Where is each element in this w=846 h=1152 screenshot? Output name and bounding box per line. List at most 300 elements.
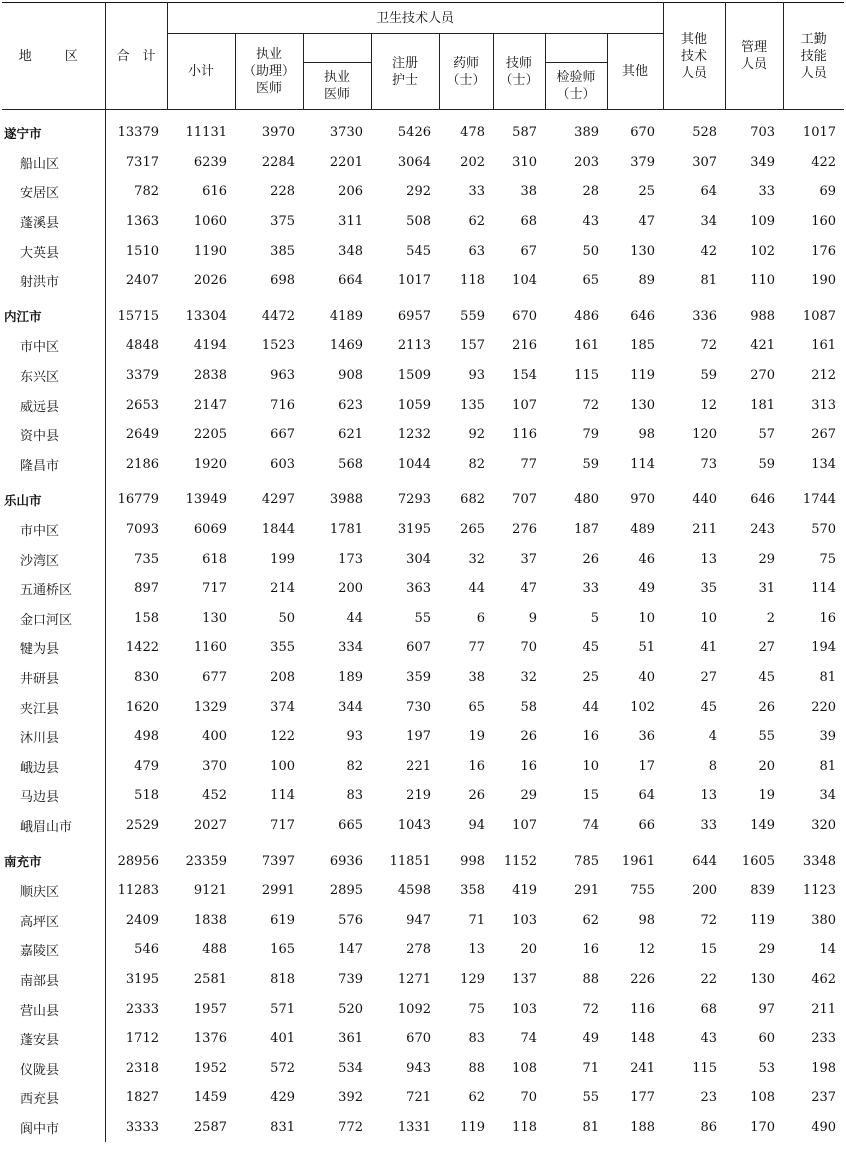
table-cell: 15 xyxy=(582,788,599,804)
table-cell: 107 xyxy=(512,397,537,413)
table-cell: 462 xyxy=(811,971,837,987)
table-cell: 16 xyxy=(819,610,837,626)
table-cell: 480 xyxy=(574,492,599,508)
table-row xyxy=(2,935,844,965)
table-cell: 82 xyxy=(468,456,485,472)
table-cell: 518 xyxy=(134,788,159,804)
region-name: 高坪区 xyxy=(2,905,105,935)
table-cell: 1152 xyxy=(503,853,537,869)
table-cell: 707 xyxy=(512,492,537,508)
header-lab-line1: 检验师 xyxy=(556,70,596,85)
table-cell: 270 xyxy=(750,368,776,384)
table-cell: 13 xyxy=(700,788,718,804)
table-row xyxy=(2,1024,844,1054)
table-cell: 211 xyxy=(811,1001,837,1017)
table-cell: 389 xyxy=(574,125,599,141)
table-cell: 379 xyxy=(630,154,656,170)
table-row xyxy=(2,692,844,722)
table-cell: 311 xyxy=(338,214,363,230)
table-cell: 160 xyxy=(811,214,837,230)
header-lab-technician xyxy=(545,63,607,110)
table-cell: 587 xyxy=(512,125,537,141)
table-cell: 47 xyxy=(520,581,537,597)
table-cell: 1160 xyxy=(193,640,227,656)
table-cell: 1087 xyxy=(802,308,837,324)
table-cell: 2333 xyxy=(125,1001,159,1017)
table-cell: 208 xyxy=(270,669,295,685)
table-cell: 17 xyxy=(638,758,656,774)
table-cell: 572 xyxy=(270,1060,295,1076)
table-cell: 943 xyxy=(406,1060,431,1076)
table-cell: 401 xyxy=(270,1031,295,1047)
table-cell: 77 xyxy=(468,640,485,656)
table-cell: 10 xyxy=(700,610,718,626)
header-pharmacist-line2: （士） xyxy=(446,72,486,88)
table-cell: 452 xyxy=(202,788,227,804)
table-cell: 698 xyxy=(270,273,295,289)
table-cell: 16779 xyxy=(117,492,159,508)
table-row xyxy=(2,450,844,480)
table-cell: 489 xyxy=(630,522,656,538)
table-cell: 1376 xyxy=(193,1031,227,1047)
table-cell: 278 xyxy=(406,942,431,958)
table-row xyxy=(2,781,844,811)
table-cell: 1232 xyxy=(397,427,431,443)
table-cell: 221 xyxy=(406,758,431,774)
table-cell: 73 xyxy=(700,456,718,472)
table-cell: 55 xyxy=(758,729,776,745)
region-name: 南部县 xyxy=(2,965,105,995)
region-name: 西充县 xyxy=(2,1083,105,1113)
table-cell: 1092 xyxy=(397,1001,431,1017)
region-name: 沙湾区 xyxy=(2,544,105,574)
table-cell: 348 xyxy=(338,243,363,259)
table-cell: 4 xyxy=(708,729,718,745)
table-cell: 721 xyxy=(406,1090,431,1106)
table-cell: 13 xyxy=(468,942,485,958)
table-cell: 70 xyxy=(520,1090,537,1106)
table-cell: 137 xyxy=(512,971,537,987)
table-cell: 62 xyxy=(582,912,599,928)
table-cell: 831 xyxy=(270,1119,295,1135)
table-cell: 233 xyxy=(811,1031,837,1047)
table-cell: 43 xyxy=(582,214,599,230)
header-nurse-line1: 注册 xyxy=(391,55,418,71)
table-cell: 646 xyxy=(630,308,656,324)
header-other: 其他 xyxy=(607,34,663,110)
table-cell: 44 xyxy=(346,610,363,626)
table-row xyxy=(2,905,844,935)
table-cell: 81 xyxy=(700,273,718,289)
table-cell: 772 xyxy=(338,1119,363,1135)
header-pp-line1: 执业 xyxy=(255,47,282,62)
header-technician-line2: （士） xyxy=(499,72,539,88)
table-cell: 26 xyxy=(758,699,776,715)
table-cell: 12 xyxy=(700,397,718,413)
table-row xyxy=(2,390,844,420)
table-cell: 3970 xyxy=(261,125,295,141)
table-cell: 755 xyxy=(630,883,656,899)
table-cell: 130 xyxy=(630,397,656,413)
table-cell: 4297 xyxy=(261,492,295,508)
region-name: 船山区 xyxy=(2,148,105,178)
table-cell: 304 xyxy=(406,551,431,567)
table-cell: 1331 xyxy=(397,1119,431,1135)
table-cell: 22 xyxy=(700,971,718,987)
table-cell: 69 xyxy=(819,184,837,200)
region-name: 东兴区 xyxy=(2,361,105,391)
table-cell: 670 xyxy=(406,1031,431,1047)
table-cell: 1605 xyxy=(741,853,776,869)
table-cell: 62 xyxy=(468,214,485,230)
table-cell: 267 xyxy=(811,427,837,443)
header-worker-line2: 技能 xyxy=(800,48,827,64)
table-cell: 3195 xyxy=(125,971,159,987)
table-cell: 400 xyxy=(202,729,227,745)
table-cell: 618 xyxy=(202,551,227,567)
table-cell: 98 xyxy=(638,912,656,928)
table-cell: 5 xyxy=(590,610,599,626)
table-cell: 1620 xyxy=(125,699,159,715)
table-cell: 33 xyxy=(700,817,718,833)
table-cell: 23359 xyxy=(185,853,227,869)
table-cell: 16 xyxy=(582,942,599,958)
region-name: 隆昌市 xyxy=(2,450,105,480)
table-row xyxy=(2,236,844,266)
table-cell: 998 xyxy=(460,853,485,869)
table-cell: 2147 xyxy=(193,397,227,413)
table-cell: 12 xyxy=(638,942,656,958)
header-physician-spacer xyxy=(303,34,371,63)
table-row xyxy=(2,361,844,391)
table-cell: 198 xyxy=(811,1060,837,1076)
table-cell: 2991 xyxy=(261,883,295,899)
table-row xyxy=(2,811,844,841)
table-cell: 568 xyxy=(338,456,363,472)
header-physician-line1: 执业 xyxy=(323,70,350,85)
table-cell: 4472 xyxy=(261,308,295,324)
header-health-tech: 卫生技术人员 xyxy=(167,3,663,34)
table-cell: 1827 xyxy=(125,1090,159,1106)
table-cell: 361 xyxy=(338,1031,363,1047)
table-cell: 26 xyxy=(520,729,537,745)
header-technician-line1: 技师 xyxy=(505,55,532,71)
table-cell: 665 xyxy=(338,817,363,833)
table-cell: 2529 xyxy=(125,817,159,833)
table-cell: 6936 xyxy=(329,853,363,869)
table-cell: 664 xyxy=(338,273,363,289)
table-cell: 1523 xyxy=(261,338,295,354)
table-cell: 2649 xyxy=(125,427,159,443)
table-cell: 33 xyxy=(582,581,599,597)
table-cell: 158 xyxy=(134,610,159,626)
table-cell: 65 xyxy=(468,699,485,715)
table-cell: 392 xyxy=(338,1090,363,1106)
table-cell: 1712 xyxy=(125,1031,159,1047)
table-cell: 2409 xyxy=(125,912,159,928)
table-cell: 88 xyxy=(468,1060,485,1076)
header-nurse-line2: 护士 xyxy=(391,72,418,88)
table-cell: 7397 xyxy=(261,853,295,869)
table-cell: 2581 xyxy=(193,971,227,987)
table-cell: 114 xyxy=(270,788,295,804)
table-cell: 148 xyxy=(630,1031,656,1047)
table-cell: 1017 xyxy=(397,273,431,289)
table-cell: 33 xyxy=(758,184,776,200)
table-cell: 4598 xyxy=(397,883,431,899)
table-cell: 785 xyxy=(574,853,599,869)
table-cell: 8 xyxy=(708,758,718,774)
table-cell: 70 xyxy=(520,640,537,656)
header-subtotal: 小计 xyxy=(167,34,235,110)
table-cell: 717 xyxy=(270,817,295,833)
table-cell: 120 xyxy=(692,427,718,443)
header-other-tech-line2: 技术 xyxy=(681,48,708,64)
table-cell: 38 xyxy=(468,669,485,685)
table-cell: 10 xyxy=(582,758,599,774)
table-cell: 47 xyxy=(638,214,656,230)
table-cell: 68 xyxy=(700,1001,718,1017)
table-cell: 110 xyxy=(750,273,776,289)
header-pp-line3: 医师 xyxy=(255,81,282,96)
table-cell: 2205 xyxy=(193,427,227,443)
table-cell: 3195 xyxy=(397,522,431,538)
table-cell: 320 xyxy=(811,817,837,833)
table-cell: 129 xyxy=(460,971,485,987)
header-practicing-physician xyxy=(235,34,303,110)
table-cell: 32 xyxy=(468,551,485,567)
region-name: 井研县 xyxy=(2,663,105,693)
table-cell: 72 xyxy=(582,397,599,413)
header-worker xyxy=(783,3,844,110)
table-row-city xyxy=(2,840,844,876)
table-row xyxy=(2,420,844,450)
table-cell: 3348 xyxy=(802,853,837,869)
table-cell: 173 xyxy=(338,551,363,567)
table-cell: 16 xyxy=(520,758,537,774)
table-cell: 488 xyxy=(202,942,227,958)
table-cell: 1509 xyxy=(397,368,431,384)
table-cell: 7293 xyxy=(397,492,431,508)
table-cell: 35 xyxy=(700,581,718,597)
table-cell: 988 xyxy=(750,308,776,324)
region-name: 资中县 xyxy=(2,420,105,450)
table-row-city xyxy=(2,479,844,515)
header-technician xyxy=(493,34,545,110)
table-cell: 75 xyxy=(819,551,837,567)
table-cell: 349 xyxy=(750,154,776,170)
table-cell: 2895 xyxy=(329,883,363,899)
table-cell: 1469 xyxy=(329,338,363,354)
table-cell: 161 xyxy=(811,338,837,354)
table-cell: 479 xyxy=(134,758,159,774)
region-name: 射洪市 xyxy=(2,266,105,296)
header-lab-spacer xyxy=(545,34,607,63)
table-cell: 67 xyxy=(520,243,537,259)
table-cell: 839 xyxy=(750,883,776,899)
table-cell: 2587 xyxy=(193,1119,227,1135)
table-cell: 37 xyxy=(520,551,537,567)
table-cell: 197 xyxy=(406,729,431,745)
table-cell: 94 xyxy=(468,817,485,833)
table-cell: 177 xyxy=(630,1090,656,1106)
table-cell: 344 xyxy=(338,699,363,715)
table-cell: 677 xyxy=(202,669,227,685)
table-cell: 19 xyxy=(468,729,485,745)
table-cell: 33 xyxy=(468,184,485,200)
table-cell: 59 xyxy=(758,456,776,472)
table-cell: 228 xyxy=(270,184,295,200)
region-name: 嘉陵区 xyxy=(2,935,105,965)
table-cell: 16 xyxy=(468,758,485,774)
table-cell: 429 xyxy=(270,1090,295,1106)
header-pharmacist-line1: 药师 xyxy=(452,55,479,71)
table-cell: 486 xyxy=(574,308,599,324)
table-cell: 97 xyxy=(758,1001,776,1017)
statistics-table xyxy=(2,2,844,1142)
table-cell: 334 xyxy=(338,640,363,656)
table-cell: 682 xyxy=(460,492,485,508)
table-cell: 77 xyxy=(520,456,537,472)
region-name: 蓬安县 xyxy=(2,1024,105,1054)
header-pp-line2: （助理） xyxy=(242,64,295,79)
table-cell: 226 xyxy=(630,971,656,987)
header-physician-line2: 医师 xyxy=(323,87,350,102)
table-cell: 7093 xyxy=(125,522,159,538)
table-cell: 46 xyxy=(638,551,656,567)
header-worker-line3: 人员 xyxy=(800,65,827,81)
table-cell: 16 xyxy=(582,729,599,745)
table-cell: 212 xyxy=(811,368,837,384)
table-cell: 53 xyxy=(758,1060,776,1076)
table-cell: 34 xyxy=(700,214,718,230)
table-cell: 122 xyxy=(270,729,295,745)
table-cell: 75 xyxy=(468,1001,485,1017)
table-cell: 200 xyxy=(692,883,718,899)
table-cell: 41 xyxy=(700,640,718,656)
table-cell: 644 xyxy=(692,853,718,869)
table-cell: 6239 xyxy=(193,154,227,170)
table-cell: 29 xyxy=(758,551,776,567)
header-nurse xyxy=(371,34,439,110)
table-cell: 116 xyxy=(630,1001,656,1017)
table-cell: 26 xyxy=(468,788,485,804)
table-cell: 39 xyxy=(819,729,837,745)
table-cell: 62 xyxy=(468,1090,485,1106)
table-cell: 2653 xyxy=(125,397,159,413)
table-cell: 358 xyxy=(460,883,485,899)
table-cell: 28 xyxy=(582,184,599,200)
table-row xyxy=(2,722,844,752)
table-cell: 1952 xyxy=(193,1060,227,1076)
table-cell: 206 xyxy=(338,184,363,200)
table-cell: 194 xyxy=(811,640,837,656)
table-cell: 170 xyxy=(750,1119,776,1135)
table-cell: 9 xyxy=(528,610,537,626)
table-cell: 422 xyxy=(811,154,837,170)
region-name: 遂宁市 xyxy=(2,110,105,148)
table-cell: 2318 xyxy=(125,1060,159,1076)
table-cell: 11283 xyxy=(117,883,159,899)
table-cell: 546 xyxy=(134,942,159,958)
table-row xyxy=(2,207,844,237)
table-cell: 81 xyxy=(819,758,837,774)
table-cell: 478 xyxy=(460,125,485,141)
table-cell: 730 xyxy=(406,699,431,715)
table-cell: 13379 xyxy=(117,125,159,141)
table-cell: 10 xyxy=(638,610,656,626)
header-pharmacist xyxy=(439,34,493,110)
header-mgmt-line2: 人员 xyxy=(741,57,768,72)
table-cell: 670 xyxy=(630,125,656,141)
table-cell: 11131 xyxy=(185,125,227,141)
table-cell: 98 xyxy=(638,427,656,443)
table-cell: 108 xyxy=(512,1060,537,1076)
table-cell: 65 xyxy=(582,273,599,289)
header-mgmt-line1: 管理 xyxy=(741,40,768,55)
table-cell: 185 xyxy=(630,338,656,354)
table-cell: 440 xyxy=(692,492,718,508)
table-cell: 29 xyxy=(520,788,537,804)
table-cell: 93 xyxy=(346,729,363,745)
table-cell: 13 xyxy=(700,551,718,567)
region-name: 金口河区 xyxy=(2,604,105,634)
table-cell: 897 xyxy=(134,581,159,597)
region-name: 顺庆区 xyxy=(2,876,105,906)
table-cell: 310 xyxy=(512,154,537,170)
table-cell: 181 xyxy=(750,397,776,413)
table-cell: 165 xyxy=(270,942,295,958)
table-cell: 202 xyxy=(460,154,485,170)
table-cell: 102 xyxy=(630,699,656,715)
table-cell: 419 xyxy=(512,883,537,899)
table-cell: 200 xyxy=(338,581,363,597)
table-cell: 670 xyxy=(512,308,537,324)
table-cell: 214 xyxy=(270,581,295,597)
table-cell: 5426 xyxy=(397,125,431,141)
table-cell: 1363 xyxy=(125,214,159,230)
table-row xyxy=(2,751,844,781)
region-name: 夹江县 xyxy=(2,692,105,722)
table-cell: 199 xyxy=(270,551,295,567)
table-cell: 1059 xyxy=(397,397,431,413)
table-cell: 1844 xyxy=(261,522,295,538)
table-cell: 3730 xyxy=(329,125,363,141)
table-cell: 3988 xyxy=(329,492,363,508)
table-cell: 735 xyxy=(134,551,159,567)
table-cell: 2838 xyxy=(193,368,227,384)
header-worker-line1: 工勤 xyxy=(800,31,827,47)
table-cell: 55 xyxy=(414,610,431,626)
table-cell: 359 xyxy=(406,669,431,685)
table-cell: 2407 xyxy=(125,273,159,289)
table-cell: 570 xyxy=(811,522,837,538)
table-cell: 20 xyxy=(520,942,537,958)
region-name: 马边县 xyxy=(2,781,105,811)
table-cell: 161 xyxy=(574,338,599,354)
table-cell: 147 xyxy=(338,942,363,958)
table-cell: 908 xyxy=(338,368,363,384)
header-other-tech xyxy=(663,3,725,110)
table-cell: 119 xyxy=(630,368,656,384)
region-name: 峨眉山市 xyxy=(2,811,105,841)
region-name: 市中区 xyxy=(2,515,105,545)
table-cell: 68 xyxy=(520,214,537,230)
table-cell: 107 xyxy=(512,817,537,833)
table-cell: 237 xyxy=(811,1090,837,1106)
table-cell: 2026 xyxy=(193,273,227,289)
region-name: 犍为县 xyxy=(2,633,105,663)
